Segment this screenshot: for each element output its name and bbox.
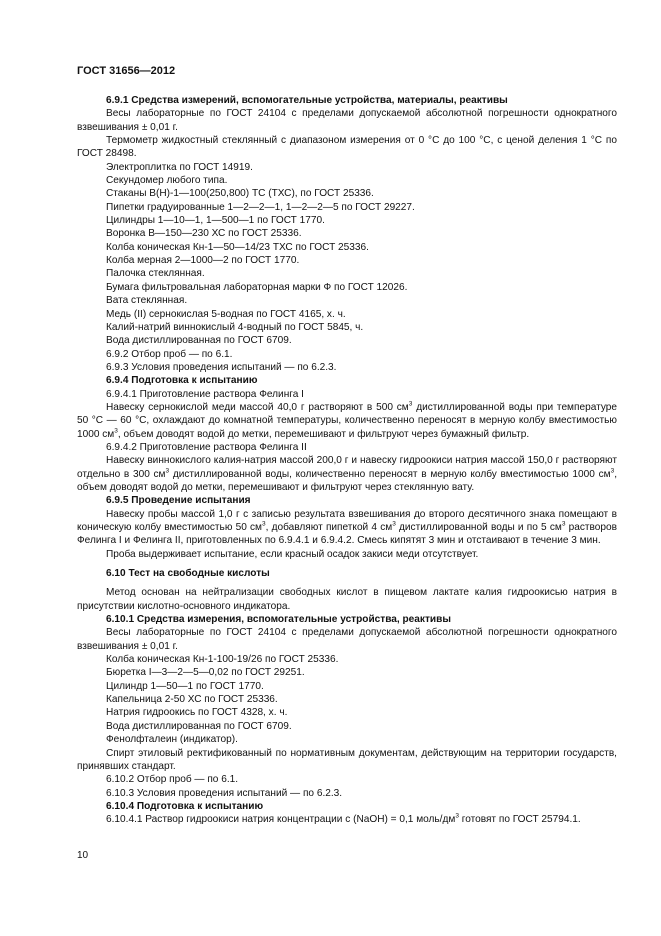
- paragraph: Секундомер любого типа.: [106, 175, 228, 187]
- paragraph: Стаканы В(Н)-1—100(250,800) ТС (ТХС), по ГОСТ 25336.: [106, 188, 374, 200]
- paragraph: Колба коническая Кн-1-100-19/26 по ГОСТ 25336.: [106, 654, 339, 666]
- paragraph: Капельница 2-50 ХС по ГОСТ 25336.: [106, 694, 278, 706]
- section-heading: 6.10.4 Подготовка к испытанию: [106, 800, 264, 812]
- paragraph: Навеску виннокислого калия-натрия массой 200,0 г и навеску гидроокиси натрия массой 150,0 г растворяют отдельно в 300 $см^3$ дистиллированной воды, количественно переносят в мерную колбу вместимостью 1000 $см^3$, объем доводят водой до метки, перемешивают и фильтруют через стеклянную вату.: [77, 455, 617, 493]
- paragraph: Цилиндр 1—50—1 по ГОСТ 1770.: [106, 680, 264, 692]
- paragraph: Цилиндры 1—10—1, 1—500—1 по ГОСТ 1770.: [106, 215, 325, 227]
- paragraph: Бюретка I—3—2—5—0,02 по ГОСТ 29251.: [106, 667, 305, 679]
- paragraph: Колба мерная 2—1000—2 по ГОСТ 1770.: [106, 255, 300, 267]
- paragraph: 6.10.2 Отбор проб — по 6.1.: [106, 774, 239, 786]
- paragraph: Весы лабораторные по ГОСТ 24104 с пределами допускаемой абсолютной погрешности однократного взвешивания ± 0,01 г.: [77, 108, 617, 133]
- section-heading: 6.9.1 Средства измерений, вспомогательные устройства, материалы, реактивы: [106, 95, 508, 106]
- paragraph: Проба выдерживает испытание, если красный осадок закиси меди отсутствует.: [106, 548, 479, 560]
- page-number: 10: [77, 850, 89, 861]
- section-heading: 6.10.1 Средства измерения, вспомогательные устройства, реактивы: [106, 614, 451, 626]
- paragraph: Навеску сернокислой меди массой 40,0 г растворяют в 500 $см^3$ дистиллированной воды при температуре 50 °С — 60 °С, охлаждают до комнатной температуры, количественно переносят в мерную колбу вместимостью 1000 $см^3$, объем доводят водой до метки, перемешивают и фильтруют через бумажный фильтр.: [77, 400, 617, 440]
- paragraph: 6.9.4.1 Приготовление раствора Фелинга I: [106, 388, 304, 400]
- paragraph: Вата стеклянная.: [106, 295, 188, 307]
- paragraph: 6.9.2 Отбор проб — по 6.1.: [106, 348, 233, 360]
- paragraph: Пипетки градуированные 1—2—2—1, 1—2—2—5 по ГОСТ 29227.: [106, 201, 415, 213]
- section-heading: 6.9.5 Проведение испытания: [106, 495, 251, 507]
- paragraph: Палочка стеклянная.: [106, 268, 205, 280]
- paragraph: Термометр жидкостный стеклянный с диапазоном измерения от 0 °С до 100 °С, с ценой деления 1 °С по ГОСТ 28498.: [77, 135, 617, 160]
- paragraph: 6.10.4.1 Раствор гидроокиси натрия концентрации с (NaOH) = 0,1 моль/$дм^3$ готовят по ГОСТ 25794.1.: [106, 812, 581, 826]
- paragraph: Бумага фильтровальная лабораторная марки Ф по ГОСТ 12026.: [106, 281, 408, 293]
- paragraph: Медь (II) сернокислая 5-водная по ГОСТ 4165, х. ч.: [106, 308, 346, 320]
- paragraph: Электроплитка по ГОСТ 14919.: [106, 161, 253, 173]
- paragraph: Воронка В—150—230 ХС по ГОСТ 25336.: [106, 228, 302, 240]
- paragraph: Фенолфталеин (индикатор).: [106, 734, 238, 746]
- paragraph: 6.9.3 Условия проведения испытаний — по 6.2.3.: [106, 361, 337, 373]
- paragraph: Вода дистиллированная по ГОСТ 6709.: [106, 720, 292, 732]
- paragraph: Калий-натрий виннокислый 4-водный по ГОСТ 5845, ч.: [106, 321, 364, 333]
- paragraph: Натрия гидроокись по ГОСТ 4328, х. ч.: [106, 707, 288, 719]
- section-heading: 6.9.4 Подготовка к испытанию: [106, 375, 258, 387]
- paragraph: 6.10.3 Условия проведения испытаний — по 6.2.3.: [106, 787, 343, 799]
- document-header: ГОСТ 31656—2012: [77, 65, 176, 77]
- paragraph: Весы лабораторные по ГОСТ 24104 с пределами допускаемой абсолютной погрешности однократного взвешивания ± 0,01 г.: [77, 627, 617, 652]
- paragraph: Навеску пробы массой 1,0 г с записью результата взвешивания до второго десятичного знака помещают в коническую колбу вместимостью 50 $см^3$, добавляют пипеткой 4 $см^3$ дистиллированной воды и по 5 $см^3$ растворов Фелинга I и Фелинга II, приготовленных по 6.9.4.1 и 6.9.4.2. Смесь кипятят 3 мин и отстаивают в течение 3 мин.: [77, 508, 617, 547]
- paragraph: Метод основан на нейтрализации свободных кислот в пищевом лактате калия гидроокисью натрия в присутствии кислотно-основного индикатора.: [77, 587, 617, 612]
- paragraph: 6.9.4.2 Приготовление раствора Фелинга II: [106, 441, 307, 453]
- paragraph: Вода дистиллированная по ГОСТ 6709.: [106, 335, 292, 347]
- section-heading: 6.10 Тест на свободные кислоты: [106, 568, 270, 580]
- document-body: [77, 94, 617, 827]
- paragraph: Колба коническая Кн-1—50—14/23 ТХС по ГОСТ 25336.: [106, 241, 369, 253]
- paragraph: Спирт этиловый ректификованный по нормативным документам, действующим на территории государств, принявших стандарт.: [77, 747, 617, 772]
